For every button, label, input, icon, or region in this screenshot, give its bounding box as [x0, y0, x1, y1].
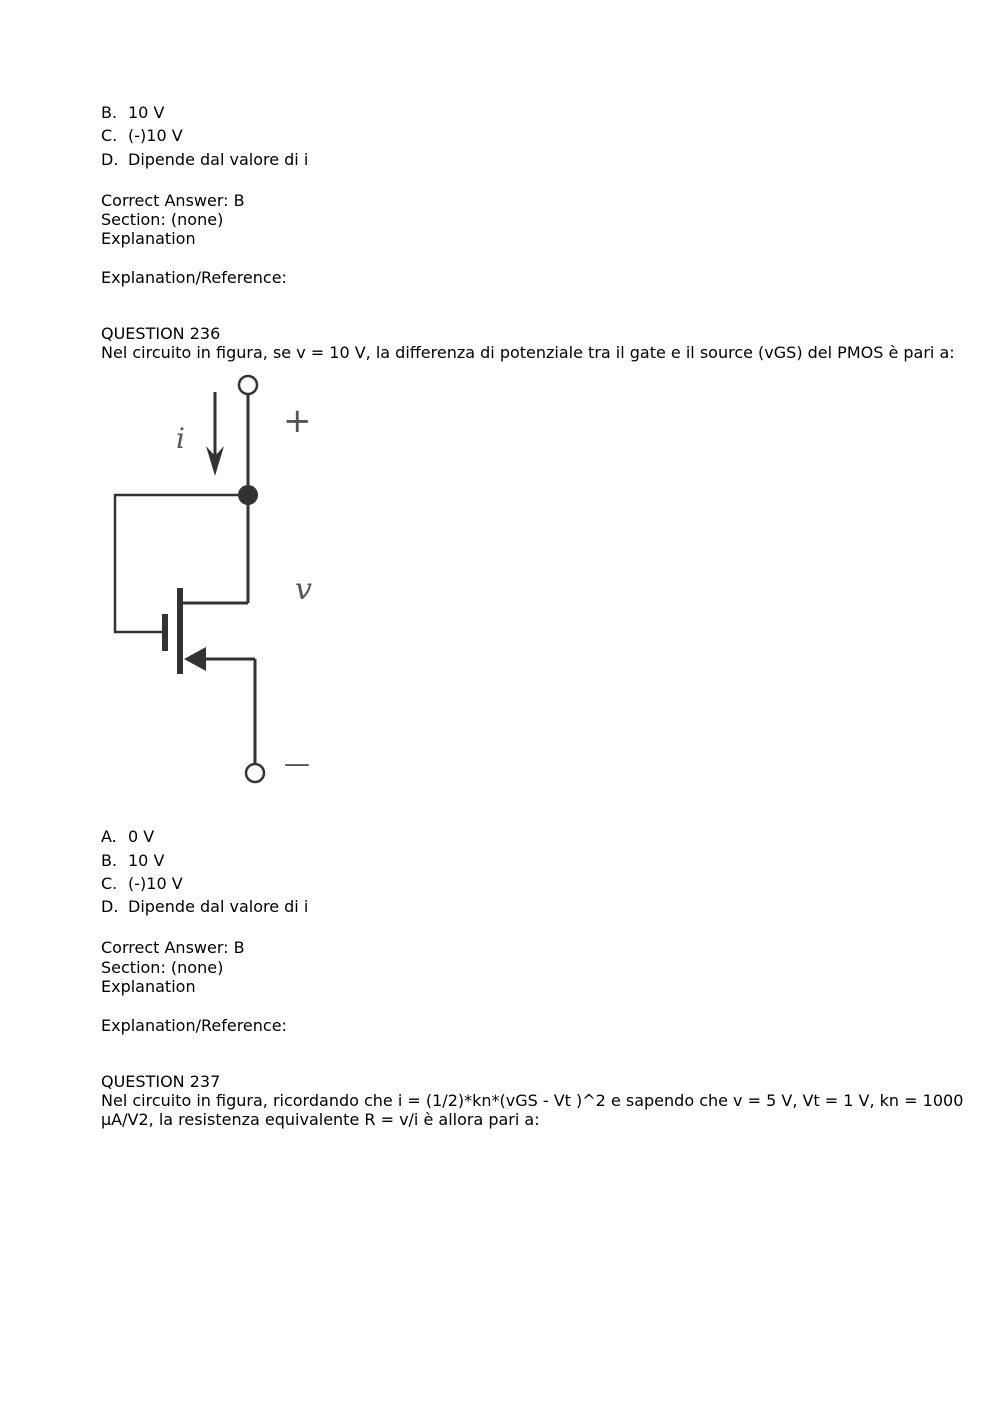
explanation-reference: Explanation/Reference: [101, 1016, 287, 1035]
option-text: Dipende dal valore di i [128, 897, 309, 916]
pmos-circuit-figure [100, 366, 340, 796]
option-a [101, 827, 154, 847]
option-text: Dipende dal valore di i [128, 150, 309, 169]
option-c [101, 874, 183, 894]
question-title: QUESTION 236 [101, 324, 221, 343]
option-c [101, 126, 183, 146]
option-letter: D. [101, 897, 119, 916]
option-letter: C. [101, 874, 118, 893]
question-text-line1: Nel circuito in figura, ricordando che i = (1/2)*kn*(vGS - Vt )^2 e sapendo che v = 5 V, Vt = 1 V, kn = 1000 [101, 1091, 964, 1110]
option-text: (-)10 V [128, 126, 183, 145]
option-letter: B. [101, 851, 118, 870]
option-text: (-)10 V [128, 874, 183, 893]
current-label: i [176, 422, 185, 455]
option-d [101, 897, 308, 917]
question-text: Nel circuito in figura, se v = 10 V, la differenza di potenziale tra il gate e il source (vGS) del PMOS è pari a: [101, 343, 955, 362]
correct-answer: Correct Answer: B [101, 191, 245, 210]
question-text-line2: μA/V2, la resistenza equivalente R = v/i è allora pari a: [101, 1110, 540, 1129]
correct-answer: Correct Answer: B [101, 938, 245, 957]
option-letter: B. [101, 103, 118, 122]
explanation: Explanation [101, 977, 196, 996]
option-text: 10 V [128, 103, 165, 122]
option-text: 10 V [128, 851, 165, 870]
minus-label: — [284, 749, 310, 779]
explanation-reference: Explanation/Reference: [101, 268, 287, 287]
section: Section: (none) [101, 210, 224, 229]
top-terminal [239, 376, 257, 394]
option-letter: D. [101, 150, 119, 169]
bottom-terminal [246, 764, 264, 782]
option-letter: C. [101, 126, 118, 145]
plus-label: + [283, 401, 312, 441]
option-text: 0 V [128, 827, 155, 846]
option-letter: A. [101, 827, 117, 846]
question-title: QUESTION 237 [101, 1072, 221, 1091]
section: Section: (none) [101, 958, 224, 977]
option-b [101, 103, 164, 123]
option-b [101, 851, 164, 871]
voltage-label: v [295, 572, 312, 607]
option-d [101, 150, 308, 170]
source-arrow [184, 647, 206, 671]
explanation: Explanation [101, 229, 196, 248]
